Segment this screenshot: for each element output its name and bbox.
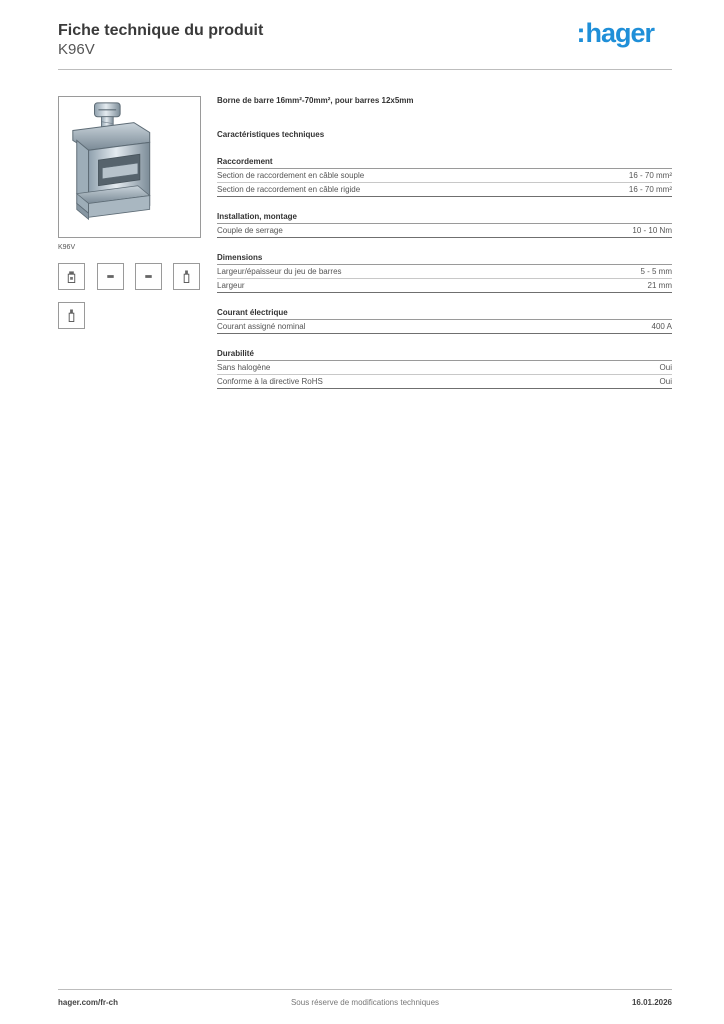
spec-label: Sans halogène [217,363,271,372]
spec-row [217,169,672,183]
spec-row [217,265,672,279]
thumbnail-4[interactable] [173,263,200,290]
busbar-terminal-illustration [59,97,200,237]
spec-label: Courant assigné nominal [217,322,306,331]
thumbnail-3[interactable] [135,263,162,290]
section-installation [217,212,672,238]
spec-label: Couple de serrage [217,226,283,235]
spec-row [217,279,672,293]
thumbnail-1[interactable] [58,263,85,290]
section-title: Installation, montage [217,212,672,224]
spec-value: 5 - 5 mm [640,267,672,276]
spec-row [217,183,672,197]
technical-specs-heading: Caractéristiques techniques [217,130,325,139]
spec-value: 21 mm [647,281,672,290]
footer-disclaimer: Sous réserve de modifications techniques [290,998,440,1007]
thumbnail-2[interactable] [97,263,124,290]
section-courant [217,308,672,334]
spec-label: Conforme à la directive RoHS [217,377,323,386]
product-image[interactable] [58,96,201,238]
section-title: Raccordement [217,157,672,169]
section-title: Durabilité [217,349,672,361]
section-title: Dimensions [217,253,672,265]
page-header [58,18,672,70]
spec-row [217,320,672,334]
spec-value: Oui [659,377,672,386]
thumbnail-5[interactable] [58,302,85,329]
terminal-front-icon [59,264,84,289]
footer-date: 16.01.2026 [631,998,672,1007]
hager-logo: :hager [576,18,654,48]
product-code: K96V [58,41,95,58]
spec-value: 16 - 70 mm² [628,185,672,194]
spec-value: Oui [659,363,672,372]
section-dimensions [217,253,672,293]
section-durabilite [217,349,672,389]
terminal-side-icon [98,264,123,289]
terminal-top-icon [136,264,161,289]
spec-value: 10 - 10 Nm [632,226,672,235]
section-title: Courant électrique [217,308,672,320]
spec-row [217,224,672,238]
footer-website-link[interactable]: hager.com/fr-ch [58,998,119,1007]
document-title: Fiche technique du produit [58,22,264,39]
spec-label: Section de raccordement en câble souple [217,171,365,180]
spec-label: Section de raccordement en câble rigide [217,185,361,194]
spec-value: 16 - 70 mm² [628,171,672,180]
terminal-profile-icon [174,264,199,289]
section-raccordement [217,157,672,197]
terminal-detail-icon [59,303,84,328]
page-footer [58,989,672,1013]
spec-row [217,361,672,375]
spec-value: 400 A [651,322,672,331]
spec-row [217,375,672,389]
spec-label: Largeur [217,281,245,290]
image-caption: K96V [58,244,76,251]
spec-label: Largeur/épaisseur du jeu de barres [217,267,342,276]
product-description: Borne de barre 16mm²-70mm², pour barres 12x5mm [217,96,414,105]
specifications-content [217,96,672,389]
